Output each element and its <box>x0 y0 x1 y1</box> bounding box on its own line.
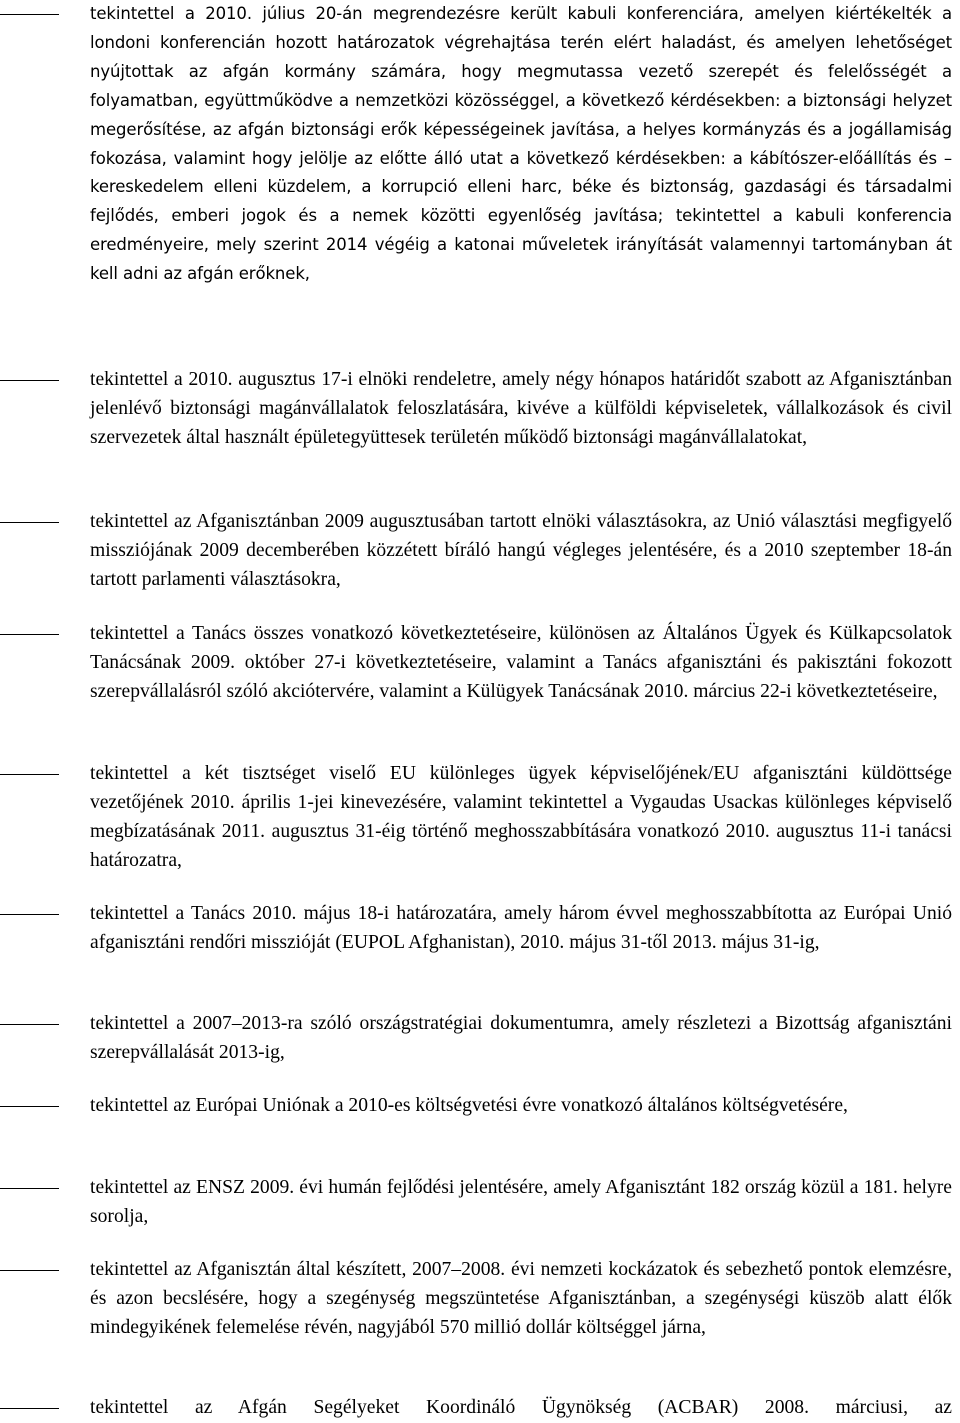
paragraph-text: tekintettel az Afgán Segélyeket Koordináló Ügynökség (ACBAR) 2008. márciusi, az <box>90 1397 952 1418</box>
paragraph-text: tekintettel az Európai Uniónak a 2010-es költségvetési évre vonatkozó általános költségvetésére, <box>90 1095 848 1116</box>
paragraph-text: tekintettel a két tisztséget viselő EU különleges ügyek képviselőjének/EU afganisztáni küldöttsége vezetőjének 2010. április 1-jei kinevezésére, valamint tekintettel a Vygaudas Usackas különleges képviselő megbízatásának 2011. augusztus 31-éig történő meghosszabbítására vonatkozó 2010. augusztus 11-i tanácsi határozatra, <box>90 763 952 871</box>
paragraph-text: tekintettel a 2010. július 20-án megrendezésre került kabuli konferenciára, amelyen kiértékelték a londoni konferencián hozott határozatok végrehajtása terén elért haladást, és amelyen lehetőséget nyújtottak az afgán kormány számára, hogy megmutassa vezető szerepét és felelősségét a folyamatban, együttműködve a nemzetközi közösséggel, a következő kérdésekben: a biztonsági helyzet megerősítése, az afgán biztonsági erők képességeinek javítása, a helyes kormányzás és a jogállamiság fokozása, valamint hogy jelölje az előtte álló utat a következő kérdésekben: a kábítószer-előállítás és –kereskedelem elleni küzdelem, a korrupció elleni harc, béke és biztonság, gazdasági és társadalmi fejlődés, emberi jogok és a nemek közötti egyenlőség javítása; tekintettel a kabuli konferencia eredményeire, mely szerint 2014 végéig a katonai műveletek irányítását valamennyi tartományban át kell adni az afgán erőknek, <box>90 4 952 284</box>
dash-bullet <box>0 522 59 523</box>
dash-bullet <box>0 1270 59 1271</box>
paragraph-text: tekintettel a 2007–2013-ra szóló országstratégiai dokumentumra, amely részletezi a Bizottság afganisztáni szerepvállalását 2013-ig, <box>90 1013 952 1063</box>
paragraph-text: tekintettel a Tanács összes vonatkozó következtetéseire, különösen az Általános Ügyek és Külkapcsolatok Tanácsának 2009. október 27-i következtetéseire, valamint a Tanács afganisztáni és pakisztáni fokozott szerepvállalásról szóló akciótervére, valamint a Külügyek Tanácsának 2010. március 22-i következtetéseire, <box>90 623 952 702</box>
dash-bullet <box>0 634 59 635</box>
paragraph-text: tekintettel a 2010. augusztus 17-i elnöki rendeletre, amely négy hónapos határidőt szabott az Afganisztánban jelenlévő biztonsági magánvállalatok feloszlatására, kivéve a külföldi képviseletek, vállalkozások és civil szervezetek által használt épületegyüttesek területén működő biztonsági magánvállalatokat, <box>90 369 952 448</box>
dash-bullet <box>0 774 59 775</box>
dash-bullet <box>0 14 59 15</box>
dash-bullet <box>0 1024 59 1025</box>
dash-bullet <box>0 1106 59 1107</box>
paragraph-text: tekintettel az ENSZ 2009. évi humán fejlődési jelentésére, amely Afganisztánt 182 ország közül a 181. helyre sorolja, <box>90 1177 952 1227</box>
dash-bullet <box>0 1188 59 1189</box>
paragraph-text: tekintettel az Afganisztán által készített, 2007–2008. évi nemzeti kockázatok és sebezhető pontok elemzésre, és azon becslésére, hogy a szegénység megszüntetése Afganisztánban, a szegénységi küszöb alatt élők mindegyikének felemelése révén, nagyjából 570 millió dollár költséggel járna, <box>90 1259 952 1338</box>
dash-bullet <box>0 380 59 381</box>
paragraph-text: tekintettel az Afganisztánban 2009 augusztusában tartott elnöki választásokra, az Unió választási megfigyelő missziójának 2009 decemberében közzétett bíráló hangú végleges jelentésére, és a 2010 szeptember 18-án tartott parlamenti választásokra, <box>90 511 952 590</box>
dash-bullet <box>0 914 59 915</box>
dash-bullet <box>0 1408 59 1409</box>
paragraph-text: tekintettel a Tanács 2010. május 18-i határozatára, amely három évvel meghosszabbította az Európai Unió afganisztáni rendőri misszióját (EUPOL Afghanistan), 2010. május 31-től 2013. május 31-ig, <box>90 903 952 953</box>
